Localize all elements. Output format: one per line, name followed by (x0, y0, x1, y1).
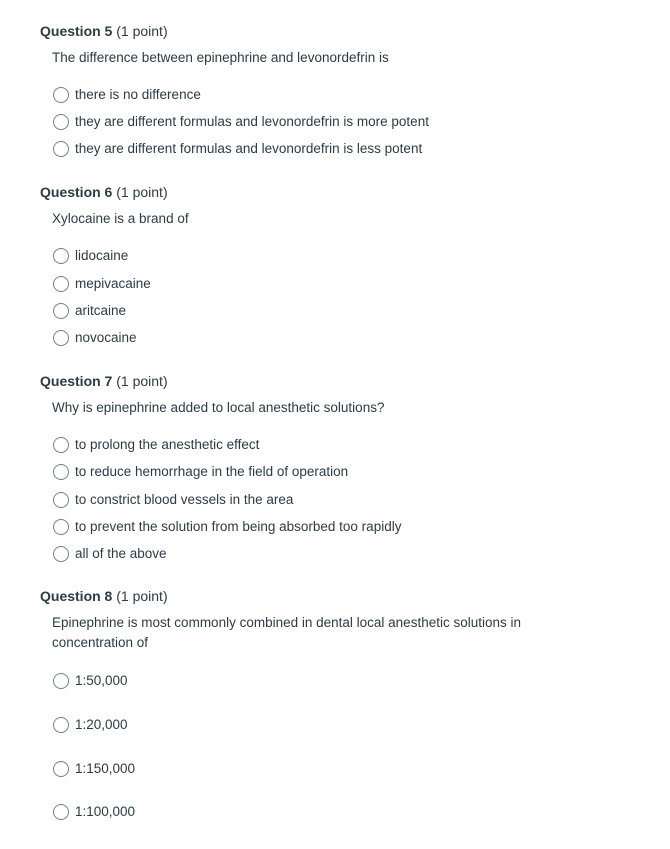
radio-button[interactable] (53, 437, 69, 453)
answer-option[interactable] (53, 139, 422, 159)
option-label: novocaine (75, 330, 137, 345)
option-label: to reduce hemorrhage in the field of operation (75, 464, 349, 479)
option-label: to prevent the solution from being absorbed too rapidly (75, 519, 402, 534)
question-text: Why is epinephrine added to local anesthetic solutions? (52, 400, 385, 415)
answer-option[interactable] (53, 462, 348, 482)
option-label: to constrict blood vessels in the area (75, 492, 294, 507)
question-title: Question 6 (40, 184, 113, 200)
question-title: Question 7 (40, 373, 113, 389)
question-header (40, 183, 168, 201)
option-label: 1:50,000 (75, 673, 128, 688)
radio-button[interactable] (53, 804, 69, 820)
option-label: 1:150,000 (75, 761, 136, 776)
option-label: they are different formulas and levonordefrin is less potent (75, 141, 423, 156)
radio-button[interactable] (53, 546, 69, 562)
option-label: they are different formulas and levonordefrin is more potent (75, 114, 429, 129)
radio-button[interactable] (53, 87, 69, 103)
radio-button[interactable] (53, 717, 69, 733)
radio-button[interactable] (53, 673, 69, 689)
radio-button[interactable] (53, 492, 69, 508)
answer-option[interactable] (53, 435, 259, 455)
option-label: aritcaine (75, 303, 127, 318)
option-label: all of the above (75, 546, 167, 561)
answer-option[interactable] (53, 544, 167, 564)
question-header (40, 587, 168, 605)
answer-option[interactable] (53, 328, 137, 348)
question-text: Xylocaine is a brand of (52, 211, 189, 226)
question-points: (1 point) (112, 373, 168, 389)
radio-button[interactable] (53, 114, 69, 130)
question-points: (1 point) (112, 588, 168, 604)
answer-option[interactable] (53, 671, 128, 691)
answer-option[interactable] (53, 274, 151, 294)
option-label: to prolong the anesthetic effect (75, 437, 260, 452)
radio-button[interactable] (53, 519, 69, 535)
answer-option[interactable] (53, 246, 128, 266)
question-text: The difference between epinephrine and levonordefrin is (52, 50, 389, 65)
option-label: lidocaine (75, 248, 129, 263)
question-points: (1 point) (112, 184, 168, 200)
answer-option[interactable] (53, 85, 201, 105)
answer-option[interactable] (53, 112, 429, 132)
question-points: (1 point) (112, 23, 168, 39)
radio-button[interactable] (53, 276, 69, 292)
question-header (40, 22, 168, 40)
answer-option[interactable] (53, 301, 126, 321)
question-title: Question 8 (40, 588, 113, 604)
answer-option[interactable] (53, 802, 135, 822)
answer-option[interactable] (53, 490, 293, 510)
option-label: there is no difference (75, 87, 201, 102)
radio-button[interactable] (53, 248, 69, 264)
radio-button[interactable] (53, 303, 69, 319)
radio-button[interactable] (53, 330, 69, 346)
answer-option[interactable] (53, 517, 401, 537)
answer-option[interactable] (53, 759, 135, 779)
radio-button[interactable] (53, 464, 69, 480)
option-label: 1:100,000 (75, 804, 136, 819)
radio-button[interactable] (53, 141, 69, 157)
answer-option[interactable] (53, 715, 128, 735)
question-text: Epinephrine is most commonly combined in dental local anesthetic solutions in concentration of (52, 615, 521, 650)
question-title: Question 5 (40, 23, 113, 39)
option-label: 1:20,000 (75, 717, 128, 732)
option-label: mepivacaine (75, 276, 151, 291)
question-header (40, 372, 168, 390)
radio-button[interactable] (53, 761, 69, 777)
